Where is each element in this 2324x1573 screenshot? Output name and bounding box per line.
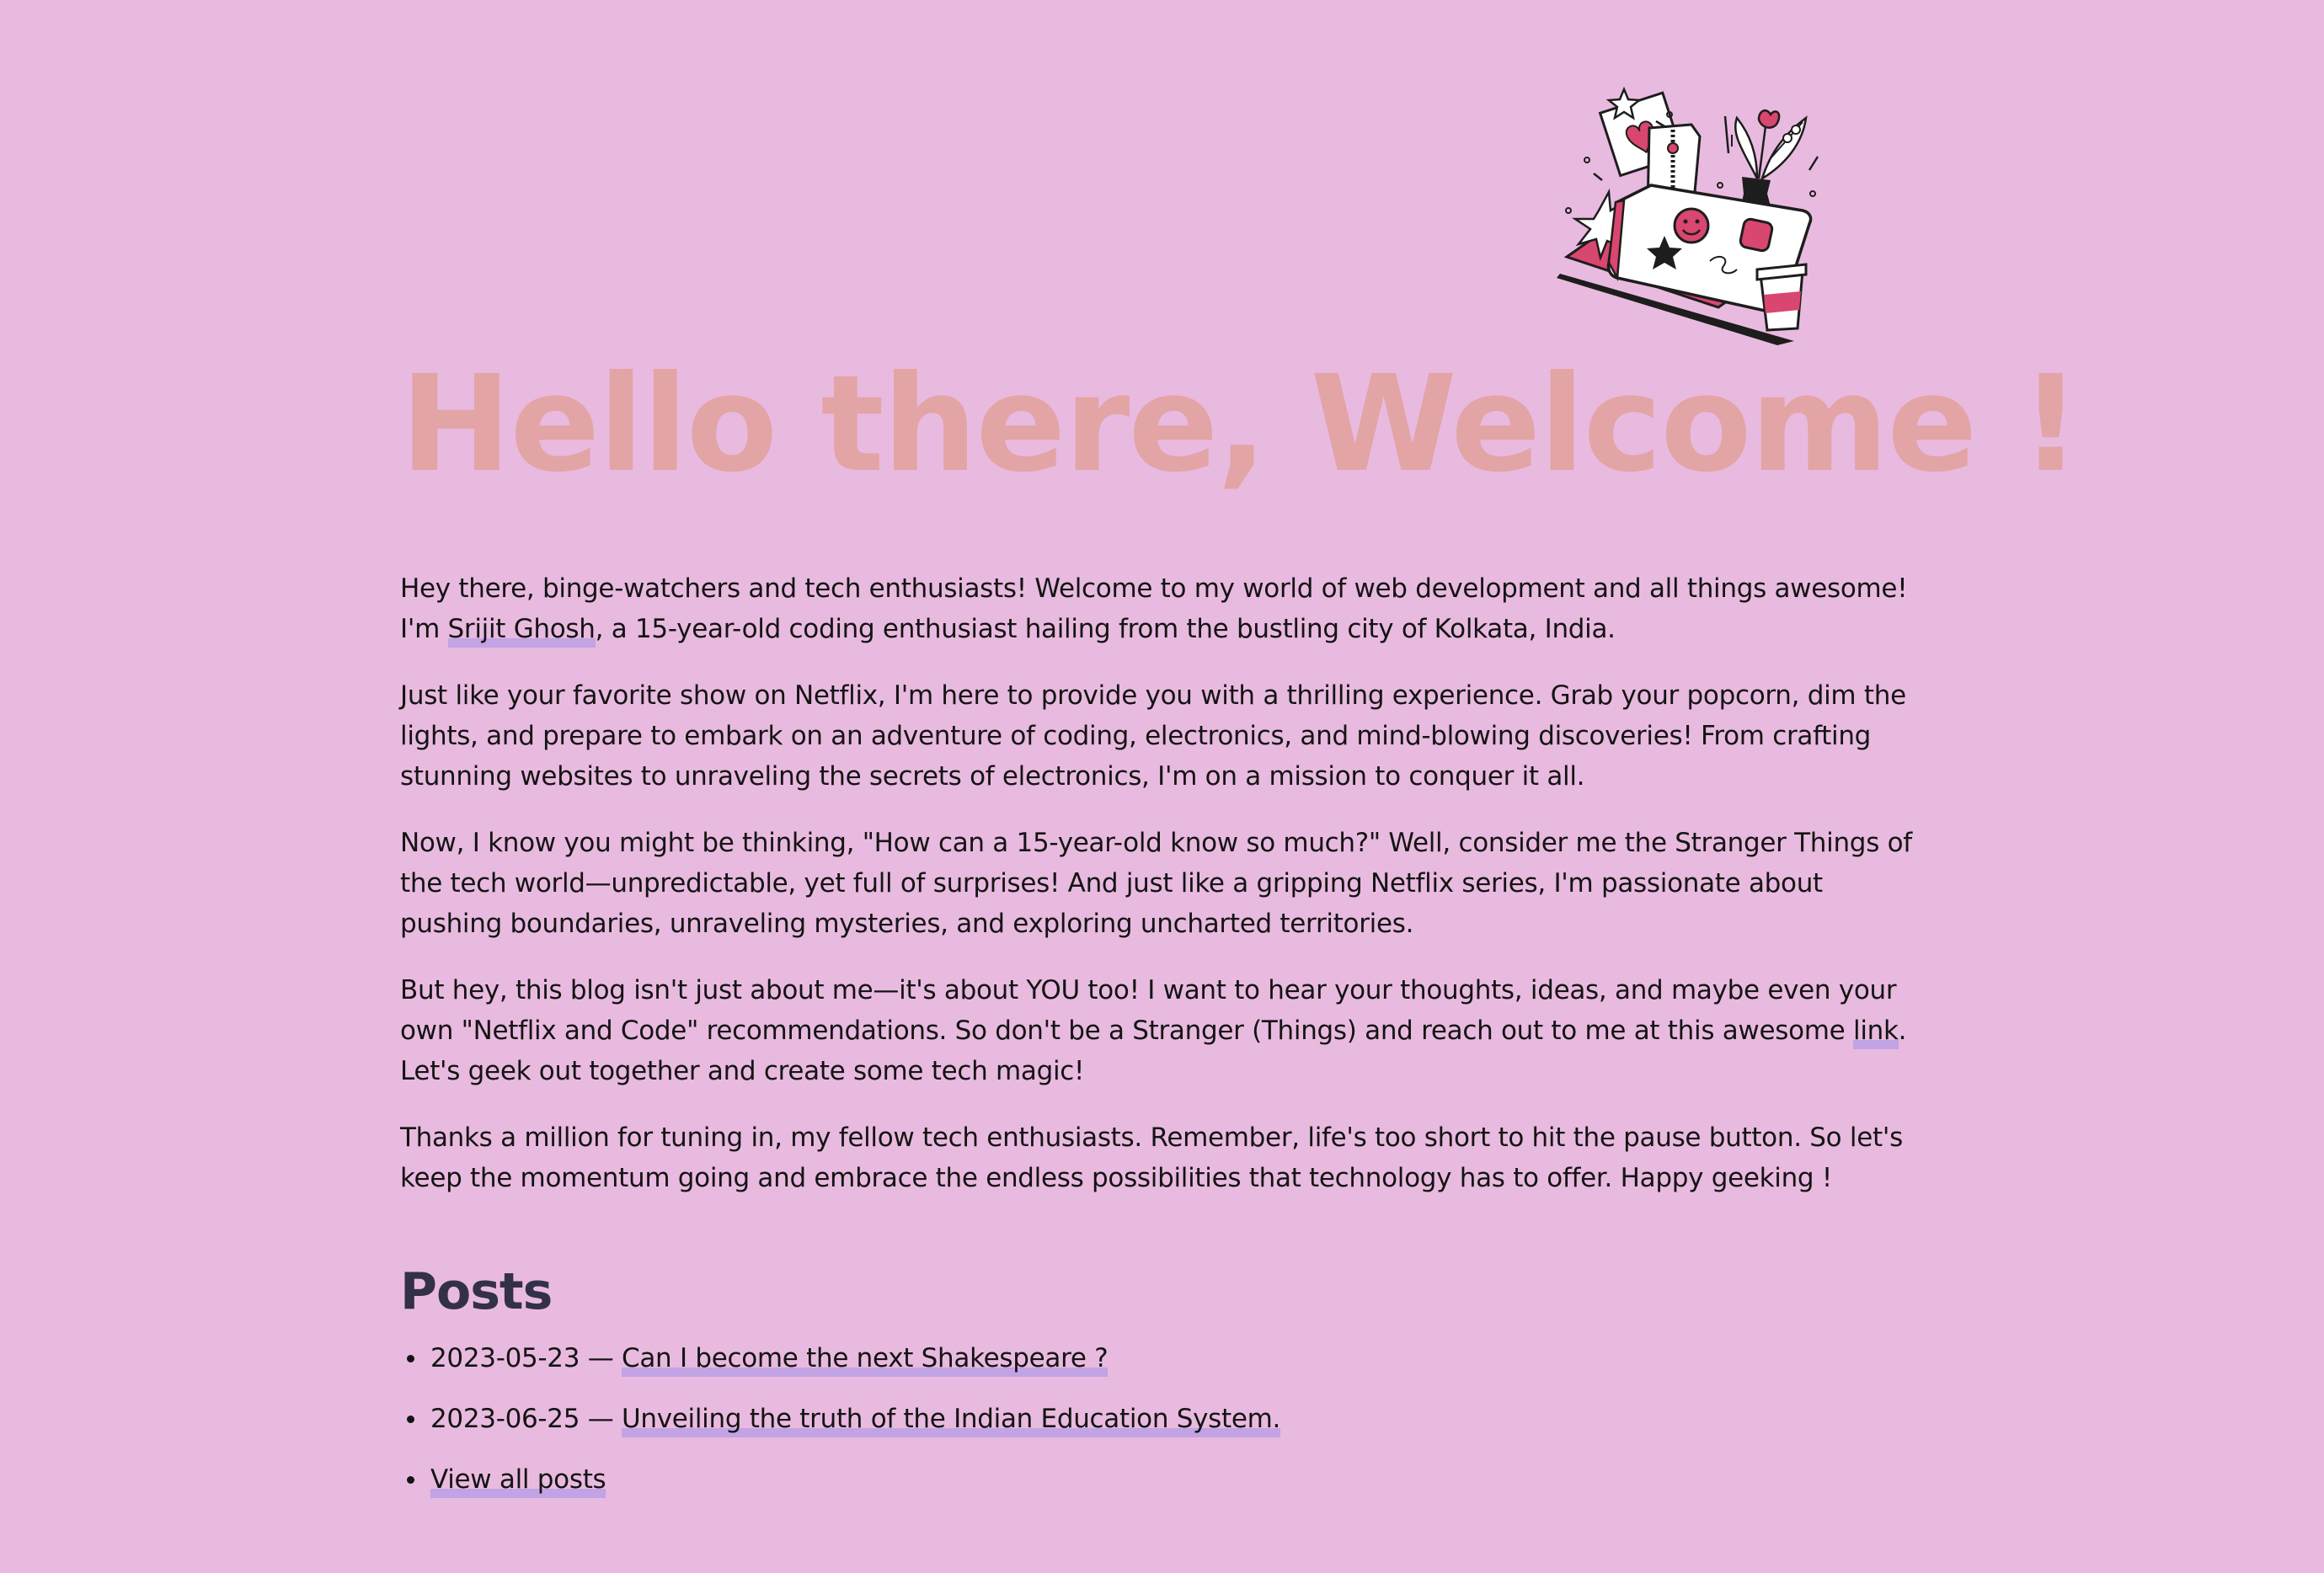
post-separator: — (587, 1404, 614, 1434)
list-item (400, 1459, 1925, 1500)
intro-p1-text-end: , a 15-year-old coding enthusiast hailing from the bustling city of Kolkata, India. (595, 614, 1616, 644)
post-link[interactable]: Can I become the next Shakespeare ? (622, 1343, 1108, 1377)
intro-paragraph-3: Now, I know you might be thinking, "How can a 15-year-old know so much?" Well, consider me the Stranger Things of the tech world—unpredictable, yet full of surprises! And just like a gripping Netflix series, I'm passionate about pushing boundaries, unraveling mysteries, and exploring uncharted territories. (400, 828, 1912, 939)
list-item (400, 1338, 1925, 1378)
intro-paragraph-1 (400, 568, 1925, 649)
post-link[interactable]: Unveiling the truth of the Indian Education System. (622, 1404, 1280, 1437)
main-content (400, 347, 2080, 1520)
intro-p4-text-end: . Let's geek out together and create some tech magic! (400, 1016, 1907, 1086)
intro-paragraph-4 (400, 970, 1925, 1091)
author-link[interactable]: Srijit Ghosh (448, 614, 596, 648)
intro-section (400, 568, 1925, 1198)
intro-p4-text-start: But hey, this blog isn't just about me—it's about YOU too! I want to hear your thoughts, ideas, and maybe even your own "Netflix and Code" recommendations. So don't be a Stranger (Things) and reach out to me at this awesome (400, 975, 1897, 1046)
intro-p1-text-start: Hey there, binge-watchers and tech enthusiasts! Welcome to my world of web development and all things awesome! I'm (400, 573, 1908, 644)
list-item (400, 1399, 1925, 1439)
contact-link[interactable]: link (1853, 1016, 1899, 1049)
bullet-icon (407, 1355, 414, 1362)
intro-paragraph-5: Thanks a million for tuning in, my fellow tech enthusiasts. Remember, life's too short to hit the pause button. So let's keep the momentum going and embrace the endless possibilities that technology has to offer. Happy geeking ! (400, 1122, 1903, 1193)
post-date: 2023-06-25 (430, 1404, 580, 1434)
post-separator: — (587, 1343, 614, 1373)
posts-list (400, 1338, 1925, 1500)
bullet-icon (407, 1416, 414, 1423)
bullet-icon (407, 1476, 414, 1484)
posts-heading: Posts (400, 1262, 553, 1321)
post-date: 2023-05-23 (430, 1343, 580, 1373)
view-all-posts-link[interactable]: View all posts (430, 1464, 606, 1498)
page-title: Hello there, Welcome ! (400, 347, 2080, 502)
intro-paragraph-2: Just like your favorite show on Netflix, I'm here to provide you with a thrilling experience. Grab your popcorn, dim the lights, and prepare to embark on an adventure of coding, electronics, and mind-blowing discoveries! From crafting stunning websites to unraveling the secrets of electronics, I'm on a mission to conquer it all. (400, 680, 1906, 792)
laptop-illustration-icon (1550, 84, 1853, 354)
